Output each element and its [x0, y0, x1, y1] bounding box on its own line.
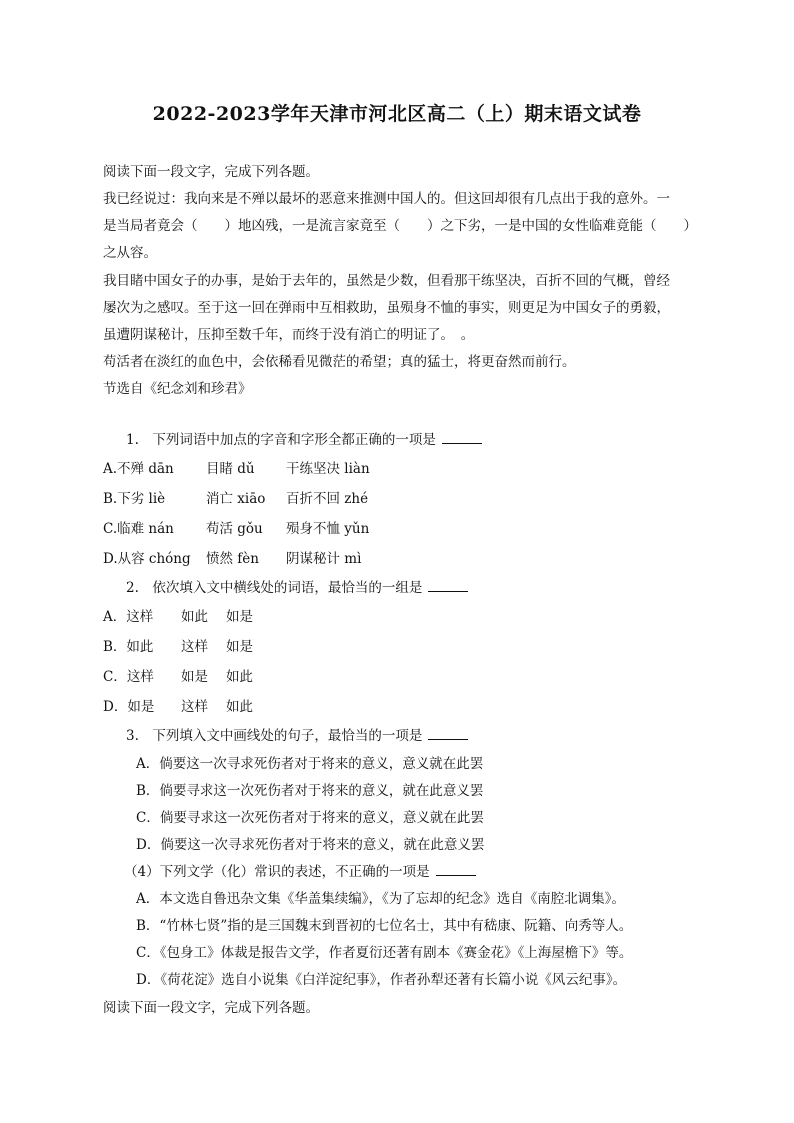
question-2-option: C．这样 如是 如此: [103, 669, 253, 685]
question-1-option: B.下劣 liè 消亡 xiāo 百折不回 zhé: [103, 491, 369, 507]
question-4-option: C．《包身工》体裁是报告文学，作者夏衍还著有剧本《赛金花》《上海屋檐下》等。: [136, 945, 633, 961]
question-2-option: B．如此 这样 如是: [103, 639, 253, 655]
question-2-stem: 2. 依次填入文中横线处的词语，最恰当的一组是: [126, 579, 468, 597]
question-1-option: C.临难 nán 苟活 gǒu 殒身不恤 yǔn: [103, 521, 370, 537]
question-1-option: D.从容 chóng 愤然 fèn 阴谋秘计 mì: [103, 551, 362, 567]
question-3-stem: 3. 下列填入文中画线处的句子，最恰当的一项是: [126, 727, 468, 745]
question-3-option: C．倘要寻求这一次死伤者对于将来的意义，意义就在此罢: [136, 810, 484, 826]
answer-blank: [442, 431, 482, 444]
passage-line: 虽遭阴谋秘计，压抑至数千年，而终于没有消亡的明证了。 。: [103, 327, 475, 343]
passage-line: 屡次为之感叹。至于这一回在弹雨中互相救助，虽殒身不恤的事实，则更足为中国女子的勇毅，: [103, 300, 670, 316]
passage-line: 之从容。: [103, 245, 157, 261]
question-3-option: A．倘要这一次寻求死伤者对于将来的意义，意义就在此罢: [136, 756, 484, 772]
question-3-option: B．倘要寻求这一次死伤者对于将来的意义，就在此意义罢: [136, 783, 484, 799]
intro-instruction: 阅读下面一段文字，完成下列各题。: [103, 164, 319, 180]
question-1-option: A.不殚 dān 目睹 dǔ 干练坚决 liàn: [103, 461, 370, 477]
passage-line: 苟活者在淡红的血色中，会依稀看见微茫的希望；真的猛士，将更奋然而前行。: [103, 354, 576, 370]
passage-line: 我目睹中国女子的办事，是始于去年的，虽然是少数，但看那干练坚决，百折不回的气概，曾经: [103, 273, 670, 289]
next-section-instruction: 阅读下面一段文字，完成下列各题。: [103, 1000, 319, 1016]
answer-blank: [428, 727, 468, 740]
page-title: 2022-2023学年天津市河北区高二（上）期末语文试卷: [152, 103, 642, 125]
question-4-option: A．本文选自鲁迅杂文集《华盖集续编》，《为了忘却的纪念》选自《南腔北调集》。: [136, 891, 625, 907]
question-2-option: A．这样 如此 如是: [103, 609, 253, 625]
passage-line: 是当局者竟会（ ）地凶残，一是流言家竟至（ ）之下劣，一是中国的女性临难竟能（ ）: [103, 218, 697, 234]
question-4-option: D．《荷花淀》选自小说集《白洋淀纪事》，作者孙犁还著有长篇小说《风云纪事》。: [136, 972, 627, 988]
question-3-option: D．倘要这一次寻求死伤者对于将来的意义，就在此意义罢: [136, 837, 485, 853]
question-2-option: D．如是 这样 如此: [103, 699, 253, 715]
question-4-option: B．“竹林七贤”指的是三国魏末到晋初的七位名士，其中有嵇康、阮籍、向秀等人。: [136, 918, 633, 934]
answer-blank: [428, 579, 468, 592]
answer-blank: [436, 863, 476, 876]
question-4-stem: （4）下列文学（化）常识的表述，不正确的一项是: [124, 863, 476, 881]
question-1-stem: 1. 下列词语中加点的字音和字形全都正确的一项是: [126, 431, 482, 449]
passage-line: 我已经说过：我向来是不殚以最坏的恶意来推测中国人的。但这回却很有几点出于我的意外。一: [103, 191, 670, 207]
passage-source: 节选自《纪念刘和珍君》: [103, 381, 252, 397]
